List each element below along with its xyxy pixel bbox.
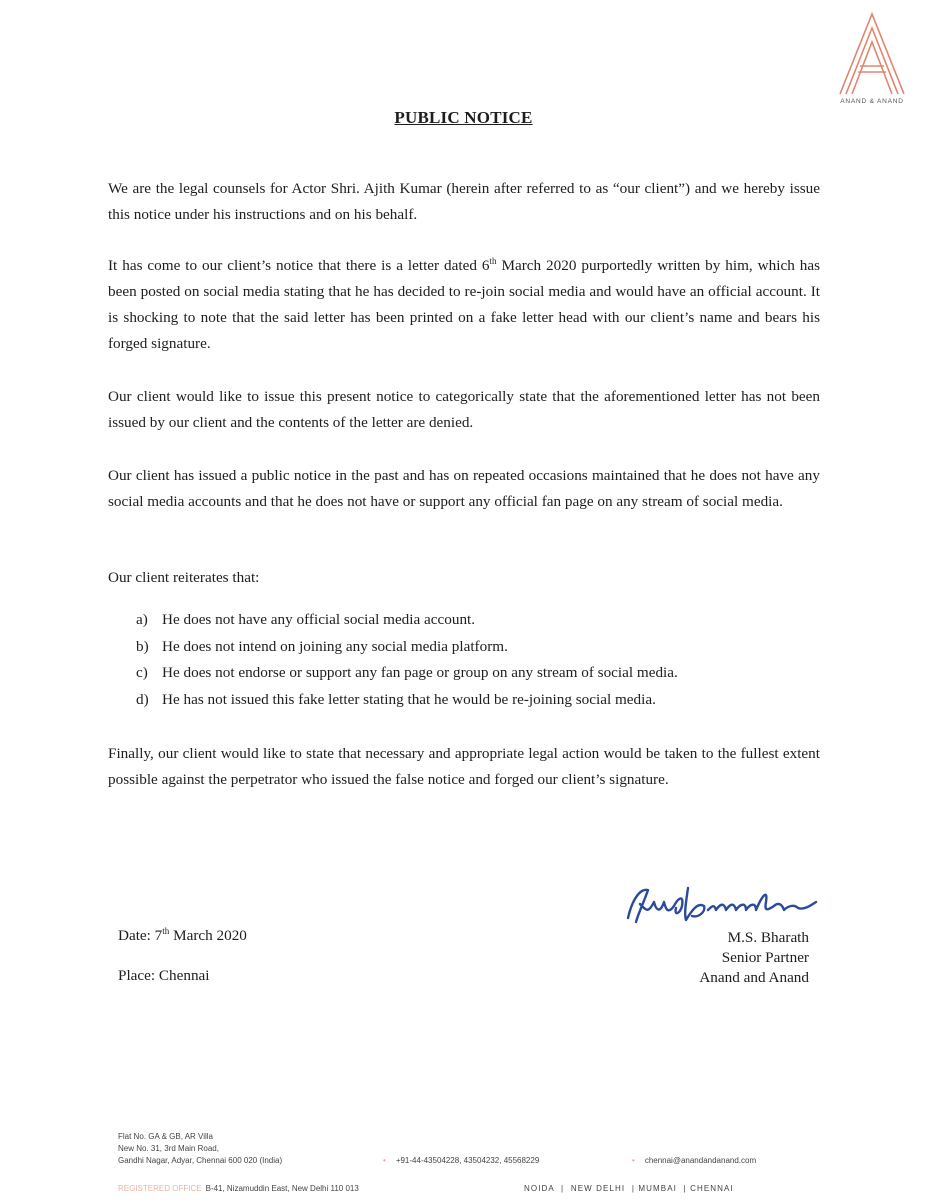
footer-phone	[383, 1156, 539, 1165]
signature-image	[618, 880, 848, 935]
list-item	[136, 687, 678, 714]
bullet-icon: •	[383, 1156, 386, 1165]
firm-logo	[826, 12, 918, 112]
list-text: He does not intend on joining any social media platform.	[162, 637, 508, 655]
paragraph-denial	[108, 384, 820, 436]
address-line: Flat No. GA & GB, AR Villa	[118, 1132, 213, 1141]
list-marker: c)	[136, 664, 148, 681]
text-part: It has come to our client’s notice that there is a letter dated 6	[108, 257, 490, 274]
email-address: chennai@anandandanand.com	[644, 1156, 757, 1165]
signer-firm: Anand and Anand	[699, 969, 809, 986]
text-part: Date: 7	[118, 927, 163, 944]
paragraph-text: Our client would like to issue this present notice to categorically state that the aforementioned letter has not been issued by our client and the contents of the letter are denied.	[108, 388, 820, 431]
paragraph-text: We are the legal counsels for Actor Shri. Ajith Kumar (herein after referred to as “our client”) and we hereby issue this notice under his instructions and on his behalf.	[108, 180, 820, 223]
footer-address	[118, 1131, 282, 1167]
paragraph-history	[108, 463, 820, 515]
list-item	[136, 634, 678, 661]
paragraph-intro	[108, 176, 820, 228]
paragraph-reiterates	[108, 565, 820, 591]
list-text: He does not endorse or support any fan page or group on any stream of social media.	[162, 664, 678, 681]
phone-numbers: +91-44-43504228, 43504232, 45568229	[395, 1156, 540, 1165]
list-item	[136, 607, 678, 634]
paragraph-text: Our client has issued a public notice in the past and has on repeated occasions maintained that he does not have any social media accounts and that he does not have or support any official fan page on any stream of social media.	[108, 467, 820, 510]
notice-place: Place: Chennai	[118, 967, 210, 984]
ordinal-suffix: th	[162, 925, 170, 936]
text-part: March 2020	[169, 927, 247, 944]
paragraph-text: Our client reiterates that:	[108, 569, 260, 586]
footer-cities: NOIDA | NEW DELHI | MUMBAI | CHENNAI	[524, 1184, 734, 1193]
list-item	[136, 660, 678, 687]
signer-role: Senior Partner	[721, 949, 809, 966]
registered-address: B-41, Nizamuddin East, New Delhi 110 013	[205, 1184, 359, 1193]
list-marker: a)	[136, 611, 148, 628]
logo-a-icon	[838, 12, 906, 96]
address-line: Gandhi Nagar, Adyar, Chennai 600 020 (India)	[118, 1156, 283, 1165]
text-part: March 2020 purportedly written by him, which has been posted on social media stating that he has decided to re-join social media and would have an official account. It is shocking to note that the said letter has been printed on a fake letter head with our client’s name and bears his forged signature.	[108, 257, 820, 352]
signer-name: M.S. Bharath	[727, 929, 809, 946]
footer-registered-office	[118, 1184, 359, 1193]
address-line: New No. 31, 3rd Main Road,	[118, 1144, 219, 1153]
paragraph-legal-action	[108, 741, 820, 793]
list-text: He has not issued this fake letter stating that he would be re-joining social media.	[162, 690, 656, 708]
signer-block	[699, 928, 809, 988]
list-marker: b)	[136, 637, 149, 655]
signature-icon	[618, 880, 848, 930]
list-marker: d)	[136, 690, 149, 708]
footer-email	[632, 1156, 756, 1165]
bullet-icon: •	[632, 1156, 635, 1165]
reiteration-list	[136, 607, 678, 713]
list-text: He does not have any official social media account.	[162, 611, 476, 628]
logo-text: ANAND & ANAND	[840, 98, 904, 105]
paragraph-text	[108, 253, 820, 357]
paragraph-text: Finally, our client would like to state that necessary and appropriate legal action would be taken to the fullest extent possible against the perpetrator who issued the false notice and forged our client’s signature.	[108, 745, 820, 788]
paragraph-letter	[108, 253, 820, 357]
registered-label: REGISTERED OFFICE	[118, 1184, 202, 1193]
notice-date	[118, 927, 247, 945]
ordinal-suffix: th	[489, 255, 497, 266]
page-title: PUBLIC NOTICE	[394, 108, 533, 127]
